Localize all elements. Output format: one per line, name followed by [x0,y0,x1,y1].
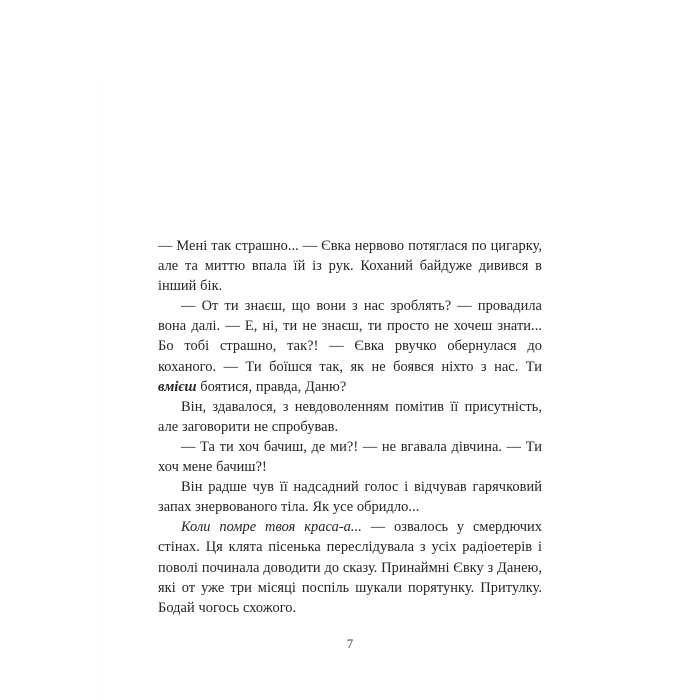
paragraph [158,477,542,517]
emphasis-bold-italic: вмієш [158,378,197,395]
text-run: — Та ти хоч бачиш, де ми?! — не вгавала дівчина. — Ти хоч мене бачиш?! [158,438,542,476]
paragraph [158,437,542,477]
paragraph [158,517,542,617]
page-edge-line [98,78,99,700]
paragraph [158,236,542,296]
emphasis-italic: Коли помре твоя краса-а... [181,519,362,536]
text-run: — озвалось у смердючих стінах. Ця клята пісенька переслідувала з усіх радіоетерів і поволі починала доводити до сказу. Принаймні Євку з Данею, які от уже три місяці поспіль шукали порятунку. Притулку. Бодай чогось схожого. [158,519,542,616]
page-number: 7 [346,637,354,651]
text-run: Він, здавалося, з невдоволенням помітив її присутність, але заговорити не спробував. [158,398,542,435]
text-run: — Мені так страшно... — Євка нервово потяглася по цигарку, але та миттю впала їй із рук. Коханий байдуже дивився в інший бік. [158,238,542,295]
text-run: боятися, правда, Даню? [196,378,347,395]
page-text-body [158,236,542,618]
text-run: — От ти знаєш, що вони з нас зроблять? — провадила вона далі. — Е, ні, ти не знаєш, ти просто не хочеш знати... Бо тобі страшно, так?! — Євка рвучко обернулася до коханого. — Ти боїшся так, як не боявся ніхто з нас. Ти [158,298,542,375]
paragraph [158,296,542,396]
text-run: Він радше чув її надсадний голос і відчував гарячковий запах знервованого тіла. Як усе обридло... [158,479,542,516]
paragraph [158,397,542,437]
